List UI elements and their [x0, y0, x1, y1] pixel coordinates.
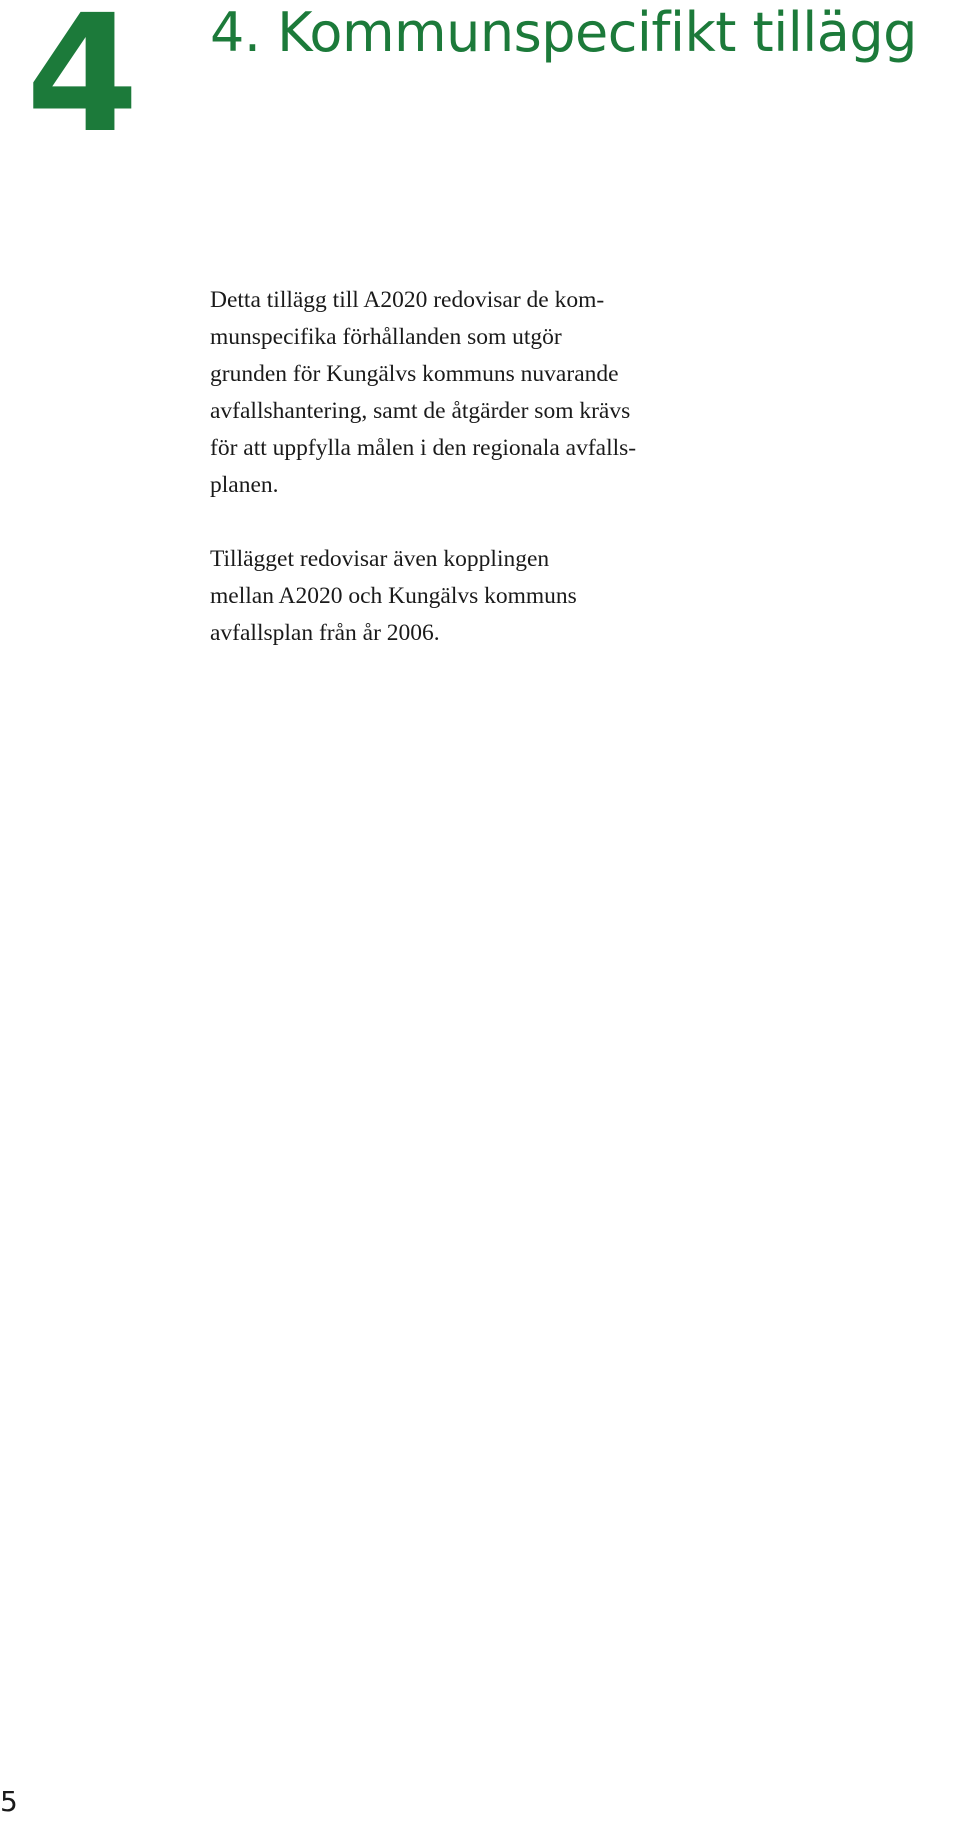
chapter-title: 4. Kommunspecifikt tillägg [210, 1, 917, 64]
paragraph-line: planen. [210, 472, 279, 498]
paragraph-line: grunden för Kungälvs kommuns nuvarande [210, 361, 619, 387]
paragraph-line: munspecifika förhållanden som utgör [210, 324, 562, 350]
chapter-number: 4 [26, 0, 139, 169]
paragraph-line: avfallsplan från år 2006. [210, 620, 440, 646]
body-text [210, 282, 770, 689]
paragraph-line: Tillägget redovisar även kopplingen [210, 546, 550, 572]
paragraph-line: avfallshantering, samt de åtgärder som krävs [210, 398, 631, 424]
paragraph-line: Detta tillägg till A2020 redovisar de kom- [210, 287, 605, 313]
paragraph-line: mellan A2020 och Kungälvs kommuns [210, 583, 577, 609]
paragraph-connection [210, 541, 770, 652]
page-number: 5 [0, 1785, 18, 1818]
paragraph-line: för att uppfylla målen i den regionala avfalls- [210, 435, 637, 461]
paragraph-intro [210, 282, 770, 504]
